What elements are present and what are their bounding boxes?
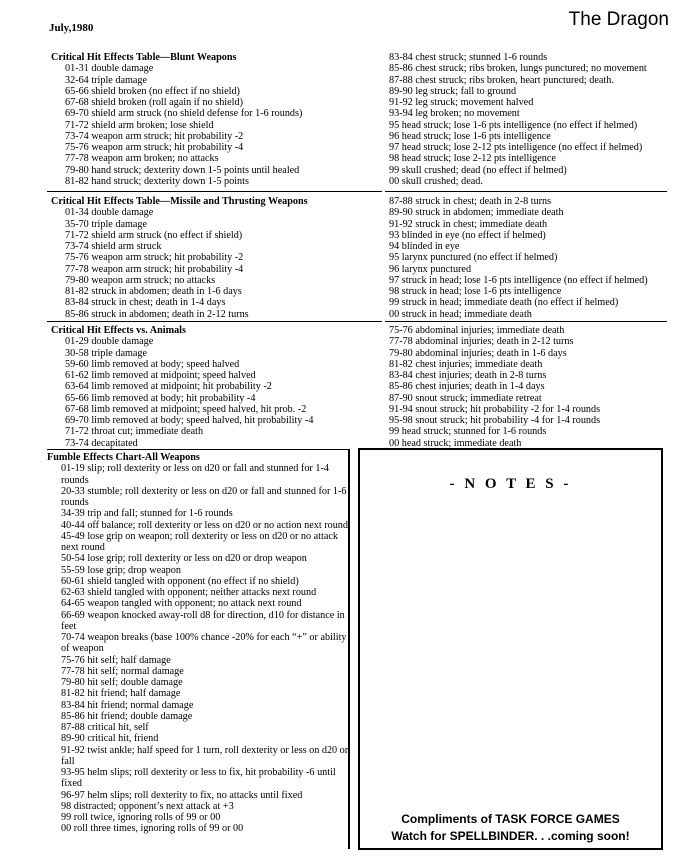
table-entry: 93-94 leg broken; no movement — [389, 108, 520, 120]
table-entry: 65-66 shield broken (no effect if no shield) — [65, 85, 240, 97]
table-entry: 95 head struck; lose 1-6 pts intelligence (no effect if helmed) — [389, 119, 638, 131]
table-entry: 93 blinded in eye (no effect if helmed) — [389, 229, 546, 241]
table-entry: 64-65 weapon tangled with opponent; no attack next round — [61, 598, 302, 610]
table-entry: 83-84 hit friend; normal damage — [61, 699, 194, 711]
table-entry: 61-62 limb removed at midpoint; speed halved — [65, 370, 256, 381]
table-entry: 79-80 abdominal injuries; death in 1-6 days — [389, 347, 567, 359]
table-entry: 77-78 weapon arm broken; no attacks — [65, 153, 219, 165]
table-entry: 83-84 chest struck; stunned 1-6 rounds — [389, 52, 548, 63]
table-entry: 85-86 hit friend; double damage — [61, 710, 193, 722]
table-entry: 91-92 leg struck; movement halved — [389, 97, 534, 108]
fumble-chart-title: Fumble Effects Chart-All Weapons — [47, 452, 200, 463]
table-entry: 89-90 struck in abdomen; immediate death — [389, 207, 564, 219]
section-divider — [385, 191, 667, 192]
table-entry: 95-98 snout struck; hit probability -4 for 1-4 rounds — [389, 415, 601, 426]
table-entry: 93-95 helm slips; roll dexterity or less to fix, hit probability -6 until fixed — [61, 767, 336, 790]
table-entry: 60-61 shield tangled with opponent (no effect if no shield) — [61, 575, 299, 587]
table-entry: 45-49 lose grip on weapon; roll dexterity or less on d20 or no attack next round — [61, 530, 338, 553]
table-entry: 94 blinded in eye — [389, 241, 460, 252]
table-entry: 01-19 slip; roll dexterity or less on d20 or fall and stunned for 1-4 rounds — [61, 463, 329, 486]
table-entry: 01-29 double damage — [65, 336, 154, 348]
table-entry: 01-31 double damage — [65, 63, 154, 75]
missile-table-title: Critical Hit Effects Table—Missile and Thrusting Weapons — [51, 196, 308, 207]
table-entry: 79-80 hand struck; dexterity down 1-5 points until healed — [65, 164, 300, 176]
table-entry: 96 head struck; lose 1-6 pts intelligence — [389, 130, 551, 142]
table-entry: 91-92 twist ankle; half speed for 1 turn, roll dexterity or less on d20 or fall — [61, 744, 349, 767]
table-entry: 87-90 snout struck; immediate retreat — [389, 392, 542, 404]
table-entry: 35-70 triple damage — [65, 218, 148, 230]
table-entry: 79-80 weapon arm struck; no attacks — [65, 274, 216, 286]
table-entry: 75-76 abdominal injuries; immediate death — [389, 325, 565, 336]
fumble-chart — [47, 452, 349, 835]
table-entry: 62-63 shield tangled with opponent; neither attacks next round — [61, 587, 317, 598]
table-entry: 81-82 chest injuries; immediate death — [389, 358, 543, 370]
table-entry: 65-66 limb removed at body; hit probability -4 — [65, 392, 256, 404]
table-entry: 73-74 shield arm struck — [65, 241, 162, 252]
table-entry: 40-44 off balance; roll dexterity or less on d20 or no action next round — [61, 519, 348, 531]
table-entry: 00 head struck; immediate death — [389, 437, 522, 449]
blunt-table-title: Critical Hit Effects Table—Blunt Weapons — [51, 52, 237, 63]
table-entry: 69-70 shield arm struck (no shield defense for 1-6 rounds) — [65, 108, 303, 120]
table-entry: 97 head struck; lose 2-12 pts intelligence (no effect if helmed) — [389, 142, 643, 153]
table-entry: 34-39 trip and fall; stunned for 1-6 rounds — [61, 508, 233, 520]
table-entry: 66-69 weapon knocked away-roll d8 for direction, d10 for distance in feet — [61, 609, 345, 632]
blunt-table-right — [389, 52, 677, 187]
table-entry: 81-82 hit friend; half damage — [61, 688, 181, 700]
section-divider — [47, 449, 349, 450]
table-entry: 69-70 limb removed at body; speed halved, hit probability -4 — [65, 415, 314, 426]
table-entry: 77-78 abdominal injuries; death in 2-12 turns — [389, 336, 574, 348]
animals-table-left — [51, 325, 381, 449]
table-entry: 71-72 shield arm struck (no effect if shield) — [65, 229, 243, 241]
table-entry: 55-59 lose grip; drop weapon — [61, 564, 181, 576]
table-entry: 00 struck in head; immediate death — [389, 308, 532, 320]
blunt-table-left — [51, 52, 381, 187]
table-entry: 99 roll twice, ignoring rolls of 99 or 00 — [61, 812, 221, 823]
table-entry: 97 struck in head; lose 1-6 pts intelligence (no effect if helmed) — [389, 274, 648, 286]
table-entry: 32-64 triple damage — [65, 74, 148, 86]
animals-table-title: Critical Hit Effects vs. Animals — [51, 325, 186, 336]
missile-table-left — [51, 196, 381, 320]
table-entry: 71-72 throat cut; immediate death — [65, 426, 204, 438]
table-entry: 00 skull crushed; dead. — [389, 175, 483, 187]
notes-title: - N O T E S - — [449, 476, 572, 492]
table-entry: 95 larynx punctured (no effect if helmed) — [389, 252, 558, 264]
table-entry: 70-74 weapon breaks (base 100% chance -20% for each “+” or ability of weapon — [61, 632, 347, 655]
notes-box — [358, 448, 663, 850]
table-entry: 89-90 leg struck; fall to ground — [389, 85, 517, 97]
table-entry: 75-76 weapon arm struck; hit probability -4 — [65, 142, 244, 153]
table-entry: 83-84 struck in chest; death in 1-4 days — [65, 297, 226, 309]
table-entry: 67-68 shield broken (roll again if no shield) — [65, 97, 243, 108]
table-entry: 50-54 lose grip; roll dexterity or less on d20 or drop weapon — [61, 553, 307, 565]
table-entry: 87-88 chest struck; ribs broken, heart punctured; death. — [389, 74, 614, 86]
table-entry: 75-76 weapon arm struck; hit probability -2 — [65, 252, 244, 264]
ad-line-promo: Watch for SPELLBINDER. . .coming soon! — [391, 829, 630, 843]
table-entry: 01-34 double damage — [65, 207, 154, 219]
missile-table-right — [389, 196, 677, 320]
table-entry: 83-84 chest injuries; death in 2-8 turns — [389, 370, 547, 381]
table-entry: 87-88 struck in chest; death in 2-8 turns — [389, 196, 552, 207]
section-divider — [385, 321, 667, 322]
table-entry: 96-97 helm slips; roll dexterity to fix, no attacks until fixed — [61, 789, 303, 801]
table-entry: 89-90 critical hit, friend — [61, 733, 159, 745]
table-entry: 59-60 limb removed at body; speed halved — [65, 358, 240, 370]
table-entry: 85-86 chest struck; ribs broken, lungs punctured; no movement — [389, 63, 647, 75]
table-entry: 73-74 decapitated — [65, 437, 138, 449]
table-entry: 91-94 snout struck; hit probability -2 for 1-4 rounds — [389, 403, 601, 415]
table-entry: 81-82 struck in abdomen; death in 1-6 days — [65, 286, 242, 297]
issue-date: July,1980 — [49, 22, 94, 34]
table-entry: 63-64 limb removed at midpoint; hit probability -2 — [65, 381, 272, 393]
table-entry: 85-86 chest injuries; death in 1-4 days — [389, 381, 545, 393]
table-entry: 99 head struck; stunned for 1-6 rounds — [389, 426, 547, 438]
section-divider — [47, 321, 382, 322]
table-entry: 81-82 hand struck; dexterity down 1-5 points — [65, 175, 249, 187]
table-entry: 67-68 limb removed at midpoint; speed halved, hit prob. -2 — [65, 403, 307, 415]
table-entry: 99 struck in head; immediate death (no effect if helmed) — [389, 297, 619, 309]
table-entry: 99 skull crushed; dead (no effect if helmed) — [389, 164, 567, 176]
table-entry: 00 roll three times, ignoring rolls of 99 or 00 — [61, 823, 244, 835]
table-entry: 98 struck in head; lose 1-6 pts intelligence — [389, 286, 562, 297]
animals-table-right — [389, 325, 677, 449]
table-entry: 30-58 triple damage — [65, 347, 148, 359]
table-entry: 91-92 struck in chest; immediate death — [389, 218, 548, 230]
table-entry: 98 head struck; lose 2-12 pts intelligence — [389, 153, 556, 165]
section-divider — [47, 191, 382, 192]
table-entry: 73-74 weapon arm struck; hit probability -2 — [65, 130, 244, 142]
table-entry: 98 distracted; opponent’s next attack at +3 — [61, 800, 234, 812]
table-entry: 75-76 hit self; half damage — [61, 654, 171, 666]
table-entry: 77-78 hit self; normal damage — [61, 665, 184, 677]
ad-line-sponsor: Compliments of TASK FORCE GAMES — [401, 812, 620, 826]
table-entry: 71-72 shield arm broken; lose shield — [65, 119, 214, 131]
table-entry: 77-78 weapon arm struck; hit probability -4 — [65, 263, 244, 275]
table-entry: 87-88 critical hit, self — [61, 722, 149, 733]
table-entry: 85-86 struck in abdomen; death in 2-12 turns — [65, 308, 249, 320]
table-entry: 20-33 stumble; roll dexterity or less on d20 or fall and stunned for 1-6 rounds — [61, 485, 347, 508]
table-entry: 79-80 hit self; double damage — [61, 677, 183, 688]
magazine-title: The Dragon — [568, 9, 669, 30]
table-entry: 96 larynx punctured — [389, 263, 472, 275]
